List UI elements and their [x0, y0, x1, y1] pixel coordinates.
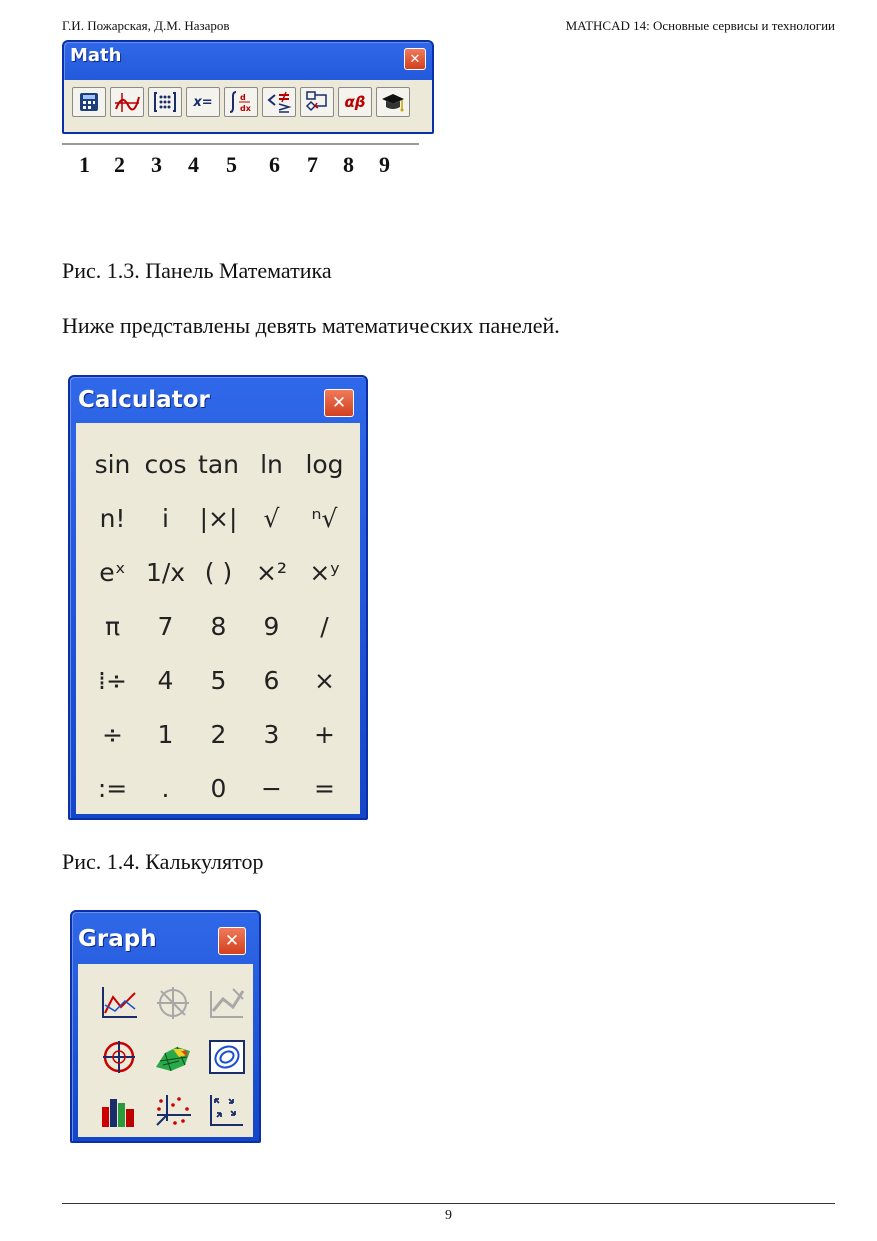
- calculator-keypad: [86, 437, 351, 815]
- graph-panel-title: Graph: [78, 926, 157, 952]
- calculator-key[interactable]: eˣ: [99, 557, 126, 587]
- graph-panel-window: [70, 910, 261, 1143]
- math-panel-window: [62, 40, 434, 134]
- button-number: 5: [226, 152, 237, 177]
- calculator-key[interactable]: ×: [314, 665, 335, 695]
- graph-toolbar-icon[interactable]: [110, 87, 144, 117]
- calculator-toolbar-icon[interactable]: [72, 87, 106, 117]
- calculator-key[interactable]: 3: [263, 719, 280, 749]
- vector-field-icon[interactable]: [200, 1084, 254, 1138]
- evaluation-toolbar-icon[interactable]: x=: [186, 87, 220, 117]
- calculator-key[interactable]: π: [104, 611, 121, 641]
- button-number: 2: [114, 152, 125, 177]
- xy-plot-icon[interactable]: [92, 976, 146, 1030]
- calculator-key[interactable]: ⁞÷: [98, 665, 127, 695]
- calculator-panel-title: Calculator: [78, 387, 210, 413]
- calculator-key[interactable]: −: [261, 773, 282, 803]
- calculator-key[interactable]: cos: [144, 449, 187, 479]
- calculator-key[interactable]: 2: [210, 719, 227, 749]
- calculator-key[interactable]: ÷: [102, 719, 123, 749]
- calculator-key[interactable]: sin: [94, 449, 131, 479]
- close-icon[interactable]: ✕: [324, 389, 354, 417]
- calculator-key[interactable]: 1/x: [145, 557, 186, 587]
- calculator-key[interactable]: 9: [263, 611, 280, 641]
- calculator-key[interactable]: 6: [263, 665, 280, 695]
- calculator-key[interactable]: n!: [99, 503, 126, 533]
- button-number: 8: [343, 152, 354, 177]
- button-number: 9: [379, 152, 390, 177]
- calculator-key[interactable]: 7: [157, 611, 174, 641]
- graph-panel-body: [78, 964, 253, 1137]
- button-number: 6: [269, 152, 280, 177]
- button-number: 1: [79, 152, 90, 177]
- figure-caption-1-4: Рис. 1.4. Калькулятор: [62, 849, 264, 874]
- calculator-key[interactable]: ln: [260, 449, 283, 479]
- calculator-key[interactable]: ×ʸ: [309, 557, 340, 587]
- calculator-key[interactable]: =: [314, 773, 335, 803]
- bar-plot-icon[interactable]: [92, 1084, 146, 1138]
- greek-toolbar-icon[interactable]: αβ: [338, 87, 372, 117]
- calculator-key[interactable]: √: [263, 503, 280, 533]
- calculator-key[interactable]: 4: [157, 665, 174, 695]
- button-number: 7: [307, 152, 318, 177]
- contour-plot-icon[interactable]: [200, 1030, 254, 1084]
- svg-text:d: d: [240, 93, 246, 102]
- boolean-toolbar-icon[interactable]: [262, 87, 296, 117]
- add-trace-icon[interactable]: [200, 976, 254, 1030]
- button-number: 4: [188, 152, 199, 177]
- calculator-panel-body: [76, 423, 360, 814]
- calculator-key[interactable]: 8: [210, 611, 227, 641]
- matrix-toolbar-icon[interactable]: [148, 87, 182, 117]
- calculator-key[interactable]: ⁿ√: [311, 503, 338, 533]
- math-panel-underline: [62, 143, 419, 145]
- symbolic-toolbar-icon[interactable]: [376, 87, 410, 117]
- calculator-panel-window: [68, 375, 368, 820]
- header-book-title: MATHCAD 14: Основные сервисы и технологии: [565, 18, 835, 33]
- graph-icon-grid: [92, 976, 254, 1138]
- programming-toolbar-icon[interactable]: [300, 87, 334, 117]
- scatter-plot-icon[interactable]: [146, 1084, 200, 1138]
- figure-caption-1-3: Рис. 1.3. Панель Математика: [62, 258, 332, 283]
- calculator-key[interactable]: +: [314, 719, 335, 749]
- calculator-key[interactable]: .: [161, 773, 170, 803]
- polar-plot-icon[interactable]: [92, 1030, 146, 1084]
- header-authors: Г.И. Пожарская, Д.М. Назаров: [62, 18, 230, 33]
- svg-text:dx: dx: [240, 104, 251, 113]
- calculator-key[interactable]: |×|: [199, 503, 238, 533]
- close-icon[interactable]: ✕: [404, 48, 426, 70]
- button-number: 3: [151, 152, 162, 177]
- calculator-key[interactable]: tan: [198, 449, 239, 479]
- close-icon[interactable]: ✕: [218, 927, 246, 955]
- calculator-key[interactable]: 5: [210, 665, 227, 695]
- math-panel-body: [64, 80, 432, 132]
- math-panel-title: Math: [70, 45, 122, 66]
- calculator-key[interactable]: log: [305, 449, 344, 479]
- footer-rule: [62, 1203, 835, 1204]
- calculator-key[interactable]: ×²: [256, 557, 287, 587]
- calculator-key[interactable]: i: [162, 503, 169, 533]
- calculator-key[interactable]: ( ): [204, 557, 233, 587]
- calculator-key[interactable]: 0: [210, 773, 227, 803]
- calculus-toolbar-icon[interactable]: [224, 87, 258, 117]
- calculator-key[interactable]: /: [320, 611, 329, 641]
- surface-plot-icon[interactable]: [146, 1030, 200, 1084]
- calculator-key[interactable]: 1: [157, 719, 174, 749]
- calculator-key[interactable]: :=: [97, 773, 128, 803]
- body-paragraph: Ниже представлены девять математических панелей.: [62, 313, 560, 338]
- page-number: 9: [445, 1208, 452, 1223]
- polar-plot-icon[interactable]: [146, 976, 200, 1030]
